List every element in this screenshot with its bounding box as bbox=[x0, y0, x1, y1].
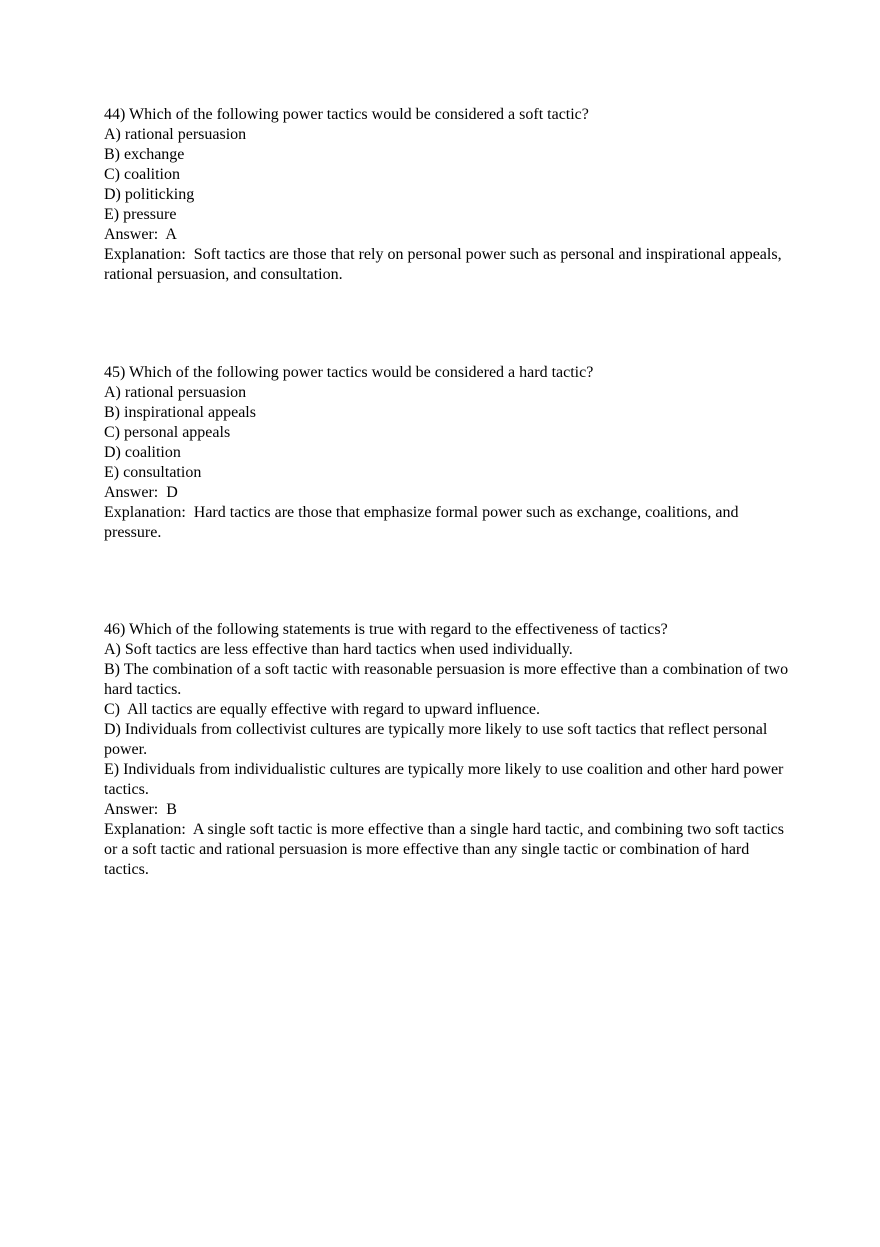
explanation: Explanation: Soft tactics are those that rely on personal power such as personal and inspirational appeals, rational persuasion, and consultation. bbox=[104, 246, 786, 283]
answer: Answer: B bbox=[104, 801, 177, 818]
question-44 bbox=[104, 105, 794, 285]
option-e: E) pressure bbox=[104, 206, 177, 223]
question-46 bbox=[104, 620, 794, 880]
question-stem: 45) Which of the following power tactics would be considered a hard tactic? bbox=[104, 364, 594, 381]
option-e: E) Individuals from individualistic cultures are typically more likely to use coalition and other hard power tactics. bbox=[104, 761, 788, 798]
explanation: Explanation: Hard tactics are those that emphasize formal power such as exchange, coalitions, and pressure. bbox=[104, 504, 743, 541]
question-stem: 44) Which of the following power tactics would be considered a soft tactic? bbox=[104, 106, 589, 123]
option-e: E) consultation bbox=[104, 464, 202, 481]
explanation: Explanation: A single soft tactic is more effective than a single hard tactic, and combining two soft tactics or a soft tactic and rational persuasion is more effective than any single tactic or combination of hard tactics. bbox=[104, 821, 788, 878]
option-b: B) The combination of a soft tactic with reasonable persuasion is more effective than a combination of two hard tactics. bbox=[104, 661, 793, 698]
option-a: A) rational persuasion bbox=[104, 126, 247, 143]
option-a: A) Soft tactics are less effective than hard tactics when used individually. bbox=[104, 641, 573, 658]
question-45 bbox=[104, 363, 794, 543]
answer: Answer: D bbox=[104, 484, 178, 501]
option-d: D) politicking bbox=[104, 186, 195, 203]
option-a: A) rational persuasion bbox=[104, 384, 247, 401]
option-b: B) inspirational appeals bbox=[104, 404, 256, 421]
answer: Answer: A bbox=[104, 226, 177, 243]
option-c: C) personal appeals bbox=[104, 424, 231, 441]
option-c: C) All tactics are equally effective with regard to upward influence. bbox=[104, 701, 540, 718]
option-c: C) coalition bbox=[104, 166, 180, 183]
option-b: B) exchange bbox=[104, 146, 185, 163]
question-stem: 46) Which of the following statements is true with regard to the effectiveness of tactics? bbox=[104, 621, 668, 638]
option-d: D) coalition bbox=[104, 444, 181, 461]
option-d: D) Individuals from collectivist cultures are typically more likely to use soft tactics that reflect personal power. bbox=[104, 721, 772, 758]
